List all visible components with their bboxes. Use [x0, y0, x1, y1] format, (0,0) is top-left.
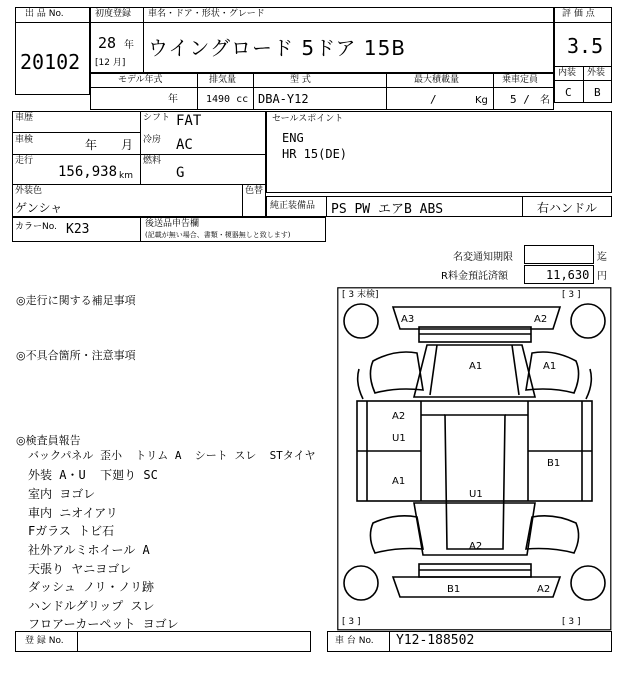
corner-label-tl: [ 3 末検] [342, 290, 379, 300]
fuel: G [176, 165, 185, 181]
color-number-label: カラーNo. [15, 222, 57, 232]
inspector-line: フロアーカーペット ヨゴレ [28, 617, 179, 631]
interior-grade-label: 内装 [558, 68, 577, 78]
exterior-grade-label: 外装 [587, 68, 606, 78]
corner-label-tr: [ 3 ] [562, 290, 581, 300]
model-type: DBA-Y12 [258, 92, 309, 106]
inspector-line: ハンドルグリップ スレ [28, 599, 155, 613]
inspection-year-unit: 年 [85, 138, 98, 152]
chassis-number-label: 車 台 No. [335, 636, 374, 646]
declaration-label: 後送品申告欄 [145, 219, 200, 229]
sales-point-label: セールスポイント [272, 114, 344, 124]
damage-mark: B1 [447, 584, 461, 595]
capacity: 5 / [510, 93, 530, 106]
lot-number-label: 出 品 No. [25, 9, 64, 19]
lot-number: 20102 [20, 50, 81, 74]
car-name-label: 車名・ドア・形状・グレード [148, 9, 265, 19]
first-registration-year: 28 [98, 34, 117, 52]
declaration-note: (記載が無い場合、書類・榎器無しと致します) [145, 231, 291, 239]
model-year-label: モデル年式 [118, 75, 163, 85]
max-load: / [430, 93, 437, 106]
recycle-fee-value: 11,630 [546, 268, 590, 282]
sales-point-2: HR 15(DE) [282, 147, 348, 161]
car-damage-diagram [337, 287, 612, 631]
grade-label: 評 価 点 [562, 9, 595, 19]
overall-grade: 3.5 [567, 34, 604, 58]
displacement-label: 排気量 [209, 75, 237, 85]
wheel-icon [571, 566, 605, 600]
registration-number-label: 登 録 No. [25, 636, 64, 646]
shift: FAT [176, 113, 202, 129]
equipment-label: 純正装備品 [270, 201, 316, 211]
inspector-line: 社外アルミホイール A [28, 543, 150, 557]
body-color: ゲンシャ [15, 201, 63, 215]
exterior-grade: B [594, 86, 601, 99]
inspector-line: 室内 ヨゴレ [28, 487, 96, 501]
roof [445, 415, 505, 549]
damage-mark: A2 [534, 314, 548, 325]
interior-grade: C [565, 86, 572, 99]
type-label: 型 式 [290, 75, 311, 85]
mileage-label: 走行 [15, 156, 34, 166]
inspector-line: 外装 A・U 下廻り SC [28, 468, 158, 482]
defects-label: ◎不具合箇所・注意事項 [16, 349, 136, 362]
handle-side: 右ハンドル [537, 201, 598, 215]
max-load-label: 最大積載量 [414, 75, 460, 85]
shift-label: シフト [143, 113, 171, 123]
mileage: 156,938 [58, 164, 118, 180]
inspector-line: バックパネル 歪小 トリム A シート スレ STタイヤ [28, 449, 316, 462]
damage-mark: A2 [537, 584, 551, 595]
inspector-line: ダッシュ ノリ・ノリ跡 [28, 580, 155, 594]
corner-label-br: [ 3 ] [562, 617, 581, 627]
model-year-unit: 年 [168, 94, 178, 105]
damage-mark: A1 [392, 476, 406, 487]
damage-mark: U1 [392, 433, 406, 444]
damage-mark: A1 [543, 361, 557, 372]
fuel-label: 燃料 [143, 156, 162, 166]
damage-mark: A1 [469, 361, 483, 372]
inspector-line: Fガラス トビ石 [28, 524, 115, 538]
first-registration-label: 初度登録 [95, 9, 132, 19]
sales-point-1: ENG [282, 131, 304, 145]
recycle-fee-label: R料金預託済額 [441, 271, 508, 282]
aircon-label: 冷房 [143, 135, 162, 145]
driving-notes-label: ◎走行に関する補足事項 [16, 294, 136, 307]
inspector-line: 車内 ニオイアリ [28, 506, 118, 520]
max-load-unit: Kg [475, 95, 488, 106]
name-change-value-box [524, 245, 594, 264]
damage-mark: U1 [469, 489, 483, 500]
damage-mark: A2 [392, 411, 406, 422]
recycle-fee-unit: 円 [597, 271, 607, 282]
damage-mark: B1 [547, 458, 561, 469]
color-label: 外装色 [15, 186, 43, 196]
corner-label-bl: [ 3 ] [342, 617, 361, 627]
history-label: 車歴 [15, 113, 34, 123]
mileage-unit: km [119, 171, 133, 181]
wheel-icon [571, 304, 605, 338]
diagram-frame [338, 288, 611, 630]
damage-mark: A3 [401, 314, 415, 325]
color-number: K23 [66, 222, 90, 237]
name-change-unit: 迄 [597, 252, 607, 263]
inspector-line: 天張り ヤニヨゴレ [28, 562, 132, 576]
rear-bumper [393, 577, 560, 597]
displacement: 1490 cc [206, 94, 249, 105]
aircon: AC [176, 137, 193, 153]
capacity-label: 乗車定員 [502, 75, 539, 85]
damage-mark: A2 [469, 541, 483, 552]
chassis-number: Y12-188502 [396, 633, 475, 648]
first-registration-month: [12 月] [95, 58, 126, 68]
year-unit: 年 [124, 40, 134, 51]
capacity-unit: 名 [540, 95, 550, 106]
inspection-label: 車検 [15, 135, 34, 145]
repaint-label: 色替 [245, 186, 264, 196]
wheel-icon [344, 566, 378, 600]
equipment: PS PW エアB ABS [331, 202, 444, 217]
inspector-report-label: ◎検査員報告 [16, 434, 81, 447]
inspection-month-unit: 月 [121, 138, 134, 152]
name-change-label: 名変通知期限 [453, 252, 513, 263]
car-name: ウイングロード 5ドア 15B [148, 36, 407, 60]
wheel-icon [344, 304, 378, 338]
